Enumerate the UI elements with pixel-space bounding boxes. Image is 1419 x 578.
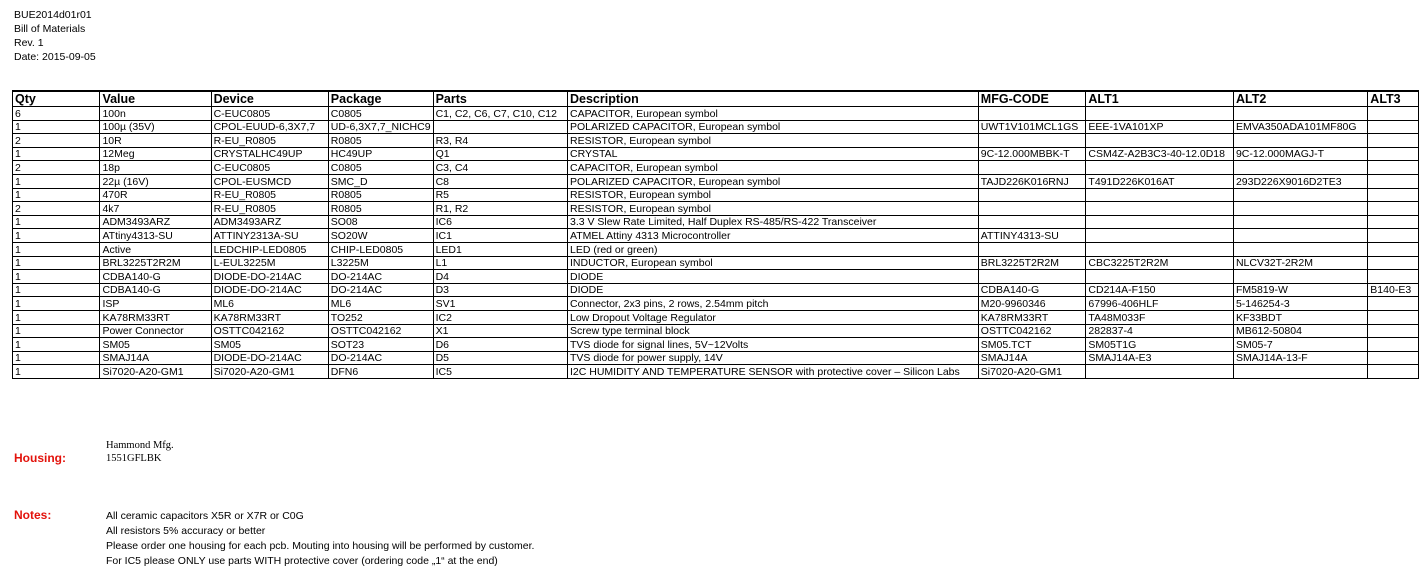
cell-device: DIODE-DO-214AC [211, 270, 328, 284]
cell-alt3 [1368, 270, 1419, 284]
col-header-qty: Qty [13, 91, 100, 107]
cell-device: C-EUC0805 [211, 107, 328, 121]
cell-package: SO08 [328, 215, 433, 229]
notes-label: Notes: [14, 508, 52, 522]
cell-device: CPOL-EUUD-6,3X7,7 [211, 120, 328, 134]
cell-alt3: B140-E3 [1368, 283, 1419, 297]
cell-alt3 [1368, 161, 1419, 175]
cell-alt2: SMAJ14A-13-F [1233, 351, 1367, 365]
cell-parts: IC6 [433, 215, 567, 229]
table-row [13, 283, 1419, 297]
cell-alt1: T491D226K016AT [1086, 174, 1234, 188]
cell-parts: R3, R4 [433, 134, 567, 148]
cell-alt1: CBC3225T2R2M [1086, 256, 1234, 270]
cell-alt1: EEE-1VA101XP [1086, 120, 1234, 134]
cell-parts: R5 [433, 188, 567, 202]
cell-device: LEDCHIP-LED0805 [211, 242, 328, 256]
cell-parts: D3 [433, 283, 567, 297]
table-row [13, 324, 1419, 338]
cell-alt2: EMVA350ADA101MF80G [1233, 120, 1367, 134]
document-date: Date: 2015-09-05 [14, 51, 96, 63]
cell-device: ATTINY2313A-SU [211, 229, 328, 243]
cell-mfg-code [978, 215, 1086, 229]
cell-parts: IC2 [433, 310, 567, 324]
cell-package: DO-214AC [328, 351, 433, 365]
col-header-description: Description [567, 91, 978, 107]
cell-value: SMAJ14A [100, 351, 211, 365]
table-row [13, 107, 1419, 121]
notes-list [106, 509, 534, 569]
cell-device: R-EU_R0805 [211, 134, 328, 148]
cell-package: ML6 [328, 297, 433, 311]
table-row [13, 120, 1419, 134]
cell-alt2: FM5819-W [1233, 283, 1367, 297]
cell-qty: 1 [13, 120, 100, 134]
cell-alt2: 5-146254-3 [1233, 297, 1367, 311]
cell-alt3 [1368, 215, 1419, 229]
cell-alt3 [1368, 147, 1419, 161]
col-header-mfg-code: MFG-CODE [978, 91, 1086, 107]
note-line: For IC5 please ONLY use parts WITH protective cover (ordering code „1“ at the end) [106, 555, 498, 567]
cell-description: 3.3 V Slew Rate Limited, Half Duplex RS-485/RS-422 Transceiver [567, 215, 978, 229]
cell-device: KA78RM33RT [211, 310, 328, 324]
col-header-alt2: ALT2 [1233, 91, 1367, 107]
cell-qty: 1 [13, 215, 100, 229]
cell-qty: 1 [13, 310, 100, 324]
bom-table-body [13, 107, 1419, 379]
table-row [13, 174, 1419, 188]
cell-description: DIODE [567, 270, 978, 284]
document-header [14, 8, 96, 64]
cell-alt3 [1368, 324, 1419, 338]
table-row [13, 188, 1419, 202]
cell-alt3 [1368, 365, 1419, 379]
cell-mfg-code: ATTINY4313-SU [978, 229, 1086, 243]
cell-qty: 1 [13, 365, 100, 379]
cell-value: 4k7 [100, 202, 211, 216]
cell-qty: 6 [13, 107, 100, 121]
cell-value: CDBA140-G [100, 270, 211, 284]
cell-value: BRL3225T2R2M [100, 256, 211, 270]
cell-value: CDBA140-G [100, 283, 211, 297]
note-line: Please order one housing for each pcb. Mouting into housing will be performed by customer. [106, 540, 535, 552]
cell-qty: 1 [13, 188, 100, 202]
cell-description: CRYSTAL [567, 147, 978, 161]
cell-alt1 [1086, 107, 1234, 121]
table-row [13, 338, 1419, 352]
cell-parts: D5 [433, 351, 567, 365]
cell-description: I2C HUMIDITY AND TEMPERATURE SENSOR with protective cover – Silicon Labs [567, 365, 978, 379]
cell-description: Screw type terminal block [567, 324, 978, 338]
cell-package: C0805 [328, 161, 433, 175]
cell-qty: 1 [13, 270, 100, 284]
cell-parts: Q1 [433, 147, 567, 161]
cell-qty: 1 [13, 147, 100, 161]
cell-alt2 [1233, 365, 1367, 379]
cell-mfg-code [978, 188, 1086, 202]
cell-device: CRYSTALHC49UP [211, 147, 328, 161]
col-header-package: Package [328, 91, 433, 107]
cell-package: CHIP-LED0805 [328, 242, 433, 256]
cell-mfg-code: 9C-12.000MBBK-T [978, 147, 1086, 161]
table-row [13, 161, 1419, 175]
note-line: All ceramic capacitors X5R or X7R or C0G [106, 510, 304, 522]
col-header-parts: Parts [433, 91, 567, 107]
cell-description: RESISTOR, European symbol [567, 188, 978, 202]
cell-device: R-EU_R0805 [211, 202, 328, 216]
cell-value: Power Connector [100, 324, 211, 338]
cell-parts: C1, C2, C6, C7, C10, C12 [433, 107, 567, 121]
cell-alt1: CSM4Z-A2B3C3-40-12.0D18 [1086, 147, 1234, 161]
cell-mfg-code [978, 202, 1086, 216]
cell-qty: 2 [13, 202, 100, 216]
cell-alt2 [1233, 242, 1367, 256]
cell-alt3 [1368, 297, 1419, 311]
cell-value: 18p [100, 161, 211, 175]
cell-value: Active [100, 242, 211, 256]
cell-alt3 [1368, 134, 1419, 148]
cell-device: C-EUC0805 [211, 161, 328, 175]
cell-description: INDUCTOR, European symbol [567, 256, 978, 270]
cell-alt2: KF33BDT [1233, 310, 1367, 324]
cell-mfg-code: Si7020-A20-GM1 [978, 365, 1086, 379]
cell-device: SM05 [211, 338, 328, 352]
cell-qty: 1 [13, 256, 100, 270]
cell-alt2: SM05-7 [1233, 338, 1367, 352]
cell-package: R0805 [328, 134, 433, 148]
cell-package: SOT23 [328, 338, 433, 352]
cell-alt3 [1368, 107, 1419, 121]
cell-package: DO-214AC [328, 283, 433, 297]
cell-qty: 1 [13, 229, 100, 243]
cell-value: 100n [100, 107, 211, 121]
cell-qty: 2 [13, 161, 100, 175]
cell-alt1: 67996-406HLF [1086, 297, 1234, 311]
cell-mfg-code [978, 107, 1086, 121]
cell-device: OSTTC042162 [211, 324, 328, 338]
cell-value: KA78RM33RT [100, 310, 211, 324]
cell-device: R-EU_R0805 [211, 188, 328, 202]
cell-alt3 [1368, 174, 1419, 188]
document-title: Bill of Materials [14, 23, 86, 35]
note-line: All resistors 5% accuracy or better [106, 525, 266, 537]
cell-alt1: CD214A-F150 [1086, 283, 1234, 297]
cell-description: DIODE [567, 283, 978, 297]
cell-mfg-code [978, 242, 1086, 256]
cell-description: CAPACITOR, European symbol [567, 161, 978, 175]
cell-mfg-code [978, 134, 1086, 148]
cell-value: 470R [100, 188, 211, 202]
cell-alt2 [1233, 134, 1367, 148]
cell-qty: 1 [13, 338, 100, 352]
cell-alt1: SMAJ14A-E3 [1086, 351, 1234, 365]
cell-package: SMC_D [328, 174, 433, 188]
cell-parts: LED1 [433, 242, 567, 256]
cell-mfg-code: OSTTC042162 [978, 324, 1086, 338]
cell-mfg-code: M20-9960346 [978, 297, 1086, 311]
cell-alt2: 293D226X9016D2TE3 [1233, 174, 1367, 188]
table-row [13, 365, 1419, 379]
cell-alt2: 9C-12.000MAGJ-T [1233, 147, 1367, 161]
cell-parts: D4 [433, 270, 567, 284]
cell-alt2 [1233, 229, 1367, 243]
cell-alt1: SM05T1G [1086, 338, 1234, 352]
cell-alt3 [1368, 229, 1419, 243]
cell-alt3 [1368, 310, 1419, 324]
cell-qty: 1 [13, 174, 100, 188]
cell-alt1 [1086, 365, 1234, 379]
cell-description: RESISTOR, European symbol [567, 134, 978, 148]
cell-mfg-code: SMAJ14A [978, 351, 1086, 365]
cell-parts: L1 [433, 256, 567, 270]
table-row [13, 351, 1419, 365]
cell-parts: X1 [433, 324, 567, 338]
cell-description: LED (red or green) [567, 242, 978, 256]
cell-parts [433, 120, 567, 134]
cell-parts: C8 [433, 174, 567, 188]
col-header-alt1: ALT1 [1086, 91, 1234, 107]
cell-mfg-code: KA78RM33RT [978, 310, 1086, 324]
cell-parts: R1, R2 [433, 202, 567, 216]
cell-package: OSTTC042162 [328, 324, 433, 338]
cell-alt2 [1233, 188, 1367, 202]
cell-device: DIODE-DO-214AC [211, 283, 328, 297]
cell-value: 10R [100, 134, 211, 148]
cell-alt1 [1086, 202, 1234, 216]
cell-value: ATtiny4313-SU [100, 229, 211, 243]
cell-package: TO252 [328, 310, 433, 324]
cell-alt2 [1233, 161, 1367, 175]
cell-alt2 [1233, 215, 1367, 229]
cell-package: R0805 [328, 188, 433, 202]
cell-alt3 [1368, 202, 1419, 216]
cell-description: POLARIZED CAPACITOR, European symbol [567, 174, 978, 188]
cell-alt3 [1368, 351, 1419, 365]
col-header-device: Device [211, 91, 328, 107]
cell-device: L-EUL3225M [211, 256, 328, 270]
cell-alt3 [1368, 188, 1419, 202]
cell-value: Si7020-A20-GM1 [100, 365, 211, 379]
table-row [13, 242, 1419, 256]
cell-value: ADM3493ARZ [100, 215, 211, 229]
cell-value: 100µ (35V) [100, 120, 211, 134]
cell-alt2 [1233, 202, 1367, 216]
housing-info [106, 439, 174, 465]
document-id: BUE2014d01r01 [14, 9, 92, 21]
cell-alt2 [1233, 270, 1367, 284]
cell-description: POLARIZED CAPACITOR, European symbol [567, 120, 978, 134]
cell-description: Low Dropout Voltage Regulator [567, 310, 978, 324]
cell-device: DIODE-DO-214AC [211, 351, 328, 365]
cell-parts: C3, C4 [433, 161, 567, 175]
cell-alt1: 282837-4 [1086, 324, 1234, 338]
table-row [13, 270, 1419, 284]
col-header-value: Value [100, 91, 211, 107]
cell-device: Si7020-A20-GM1 [211, 365, 328, 379]
cell-parts: D6 [433, 338, 567, 352]
table-row [13, 310, 1419, 324]
cell-package: R0805 [328, 202, 433, 216]
cell-parts: IC1 [433, 229, 567, 243]
cell-mfg-code [978, 161, 1086, 175]
bom-header-row [13, 91, 1419, 107]
table-row [13, 229, 1419, 243]
cell-package: UD-6,3X7,7_NICHC9 [328, 120, 433, 134]
cell-device: CPOL-EUSMCD [211, 174, 328, 188]
cell-alt3 [1368, 256, 1419, 270]
cell-parts: SV1 [433, 297, 567, 311]
cell-alt1 [1086, 270, 1234, 284]
cell-qty: 1 [13, 297, 100, 311]
cell-mfg-code: SM05.TCT [978, 338, 1086, 352]
cell-description: RESISTOR, European symbol [567, 202, 978, 216]
table-row [13, 147, 1419, 161]
bom-table [12, 90, 1419, 379]
cell-alt2: MB612-50804 [1233, 324, 1367, 338]
cell-package: SO20W [328, 229, 433, 243]
cell-qty: 1 [13, 242, 100, 256]
cell-value: 22µ (16V) [100, 174, 211, 188]
cell-value: ISP [100, 297, 211, 311]
cell-description: CAPACITOR, European symbol [567, 107, 978, 121]
housing-manufacturer: Hammond Mfg. [106, 440, 174, 451]
col-header-alt3: ALT3 [1368, 91, 1419, 107]
cell-alt3 [1368, 242, 1419, 256]
cell-parts: IC5 [433, 365, 567, 379]
document-revision: Rev. 1 [14, 37, 44, 49]
cell-mfg-code: TAJD226K016RNJ [978, 174, 1086, 188]
cell-alt2: NLCV32T-2R2M [1233, 256, 1367, 270]
table-row [13, 215, 1419, 229]
table-row [13, 134, 1419, 148]
cell-package: DO-214AC [328, 270, 433, 284]
cell-mfg-code: UWT1V101MCL1GS [978, 120, 1086, 134]
housing-part-number: 1551GFLBK [106, 453, 162, 464]
table-row [13, 256, 1419, 270]
cell-qty: 1 [13, 283, 100, 297]
cell-package: L3225M [328, 256, 433, 270]
cell-device: ML6 [211, 297, 328, 311]
cell-mfg-code: BRL3225T2R2M [978, 256, 1086, 270]
table-row [13, 202, 1419, 216]
cell-description: TVS diode for power supply, 14V [567, 351, 978, 365]
cell-alt1 [1086, 215, 1234, 229]
cell-package: C0805 [328, 107, 433, 121]
cell-alt1 [1086, 161, 1234, 175]
cell-mfg-code [978, 270, 1086, 284]
cell-value: SM05 [100, 338, 211, 352]
table-row [13, 297, 1419, 311]
cell-alt3 [1368, 120, 1419, 134]
cell-alt1 [1086, 134, 1234, 148]
cell-qty: 2 [13, 134, 100, 148]
cell-alt1 [1086, 242, 1234, 256]
cell-package: HC49UP [328, 147, 433, 161]
cell-qty: 1 [13, 351, 100, 365]
cell-device: ADM3493ARZ [211, 215, 328, 229]
cell-alt1: TA48M033F [1086, 310, 1234, 324]
cell-description: ATMEL Attiny 4313 Microcontroller [567, 229, 978, 243]
cell-package: DFN6 [328, 365, 433, 379]
housing-label: Housing: [14, 451, 66, 465]
cell-qty: 1 [13, 324, 100, 338]
cell-description: Connector, 2x3 pins, 2 rows, 2.54mm pitch [567, 297, 978, 311]
cell-description: TVS diode for signal lines, 5V~12Volts [567, 338, 978, 352]
cell-alt1 [1086, 229, 1234, 243]
cell-alt3 [1368, 338, 1419, 352]
cell-alt1 [1086, 188, 1234, 202]
cell-mfg-code: CDBA140-G [978, 283, 1086, 297]
cell-value: 12Meg [100, 147, 211, 161]
cell-alt2 [1233, 107, 1367, 121]
